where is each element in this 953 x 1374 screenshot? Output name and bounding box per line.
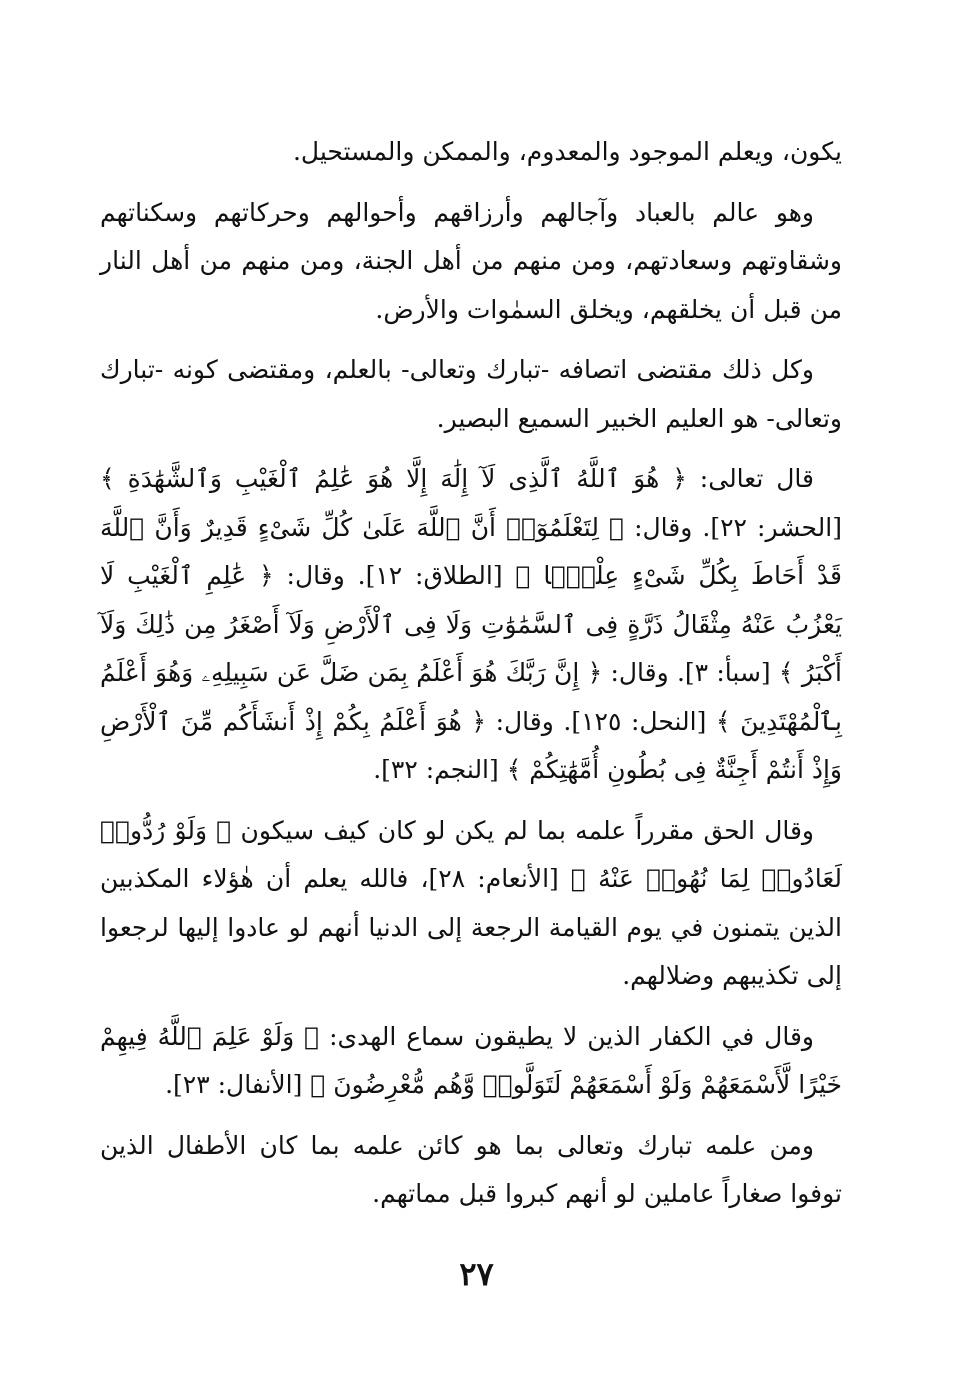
paragraph-3: وكل ذلك مقتضى اتصافه -تبارك وتعالى- بالعلم، ومقتضى كونه -تبارك وتعالى- هو العليم الخبير السميع البصير. bbox=[100, 355, 842, 433]
page-number: ٢٧ bbox=[459, 1255, 494, 1293]
page-body bbox=[100, 128, 842, 1231]
paragraph-2: وهو عالم بالعباد وآجالهم وأرزاقهم وأحوالهم وحركاتهم وسكناتهم وشقاوتهم وسعادتهم، ومن منهم من أهل الجنة، ومن منهم من أهل النار من قبل أن يخلقهم، ويخلق السمٰوات والأرض. bbox=[100, 197, 842, 324]
paragraph-1: يكون، ويعلم الموجود والمعدوم، والممكن والمستحيل. bbox=[292, 137, 842, 166]
paragraph-7: ومن علمه تبارك وتعالى بما هو كائن علمه بما كان الأطفال الذين توفوا صغاراً عاملين لو أنهم كبروا قبل مماتهم. bbox=[100, 1130, 842, 1208]
paragraph-5: وقال الحق مقرراً علمه بما لم يكن لو كان كيف سيكون ﴿ وَلَوْ رُدُّوا۟ لَعَادُوا۟ لِمَا نُهُوا۟ عَنْهُ ﴾ [الأنعام: ٢٨]، فالله يعلم أن هٰؤلاء المكذبين الذين يتمنون في يوم القيامة الرجعة إلى الدنيا أنهم لو عادوا إليها لرجعوا إلى تكذيبهم وضلالهم. bbox=[100, 815, 843, 990]
paragraph-4-quran-verses: قال تعالى: ﴿ هُوَ ٱللَّهُ ٱلَّذِى لَآ إِلَٰهَ إِلَّا هُوَ عَٰلِمُ ٱلْغَيْبِ وَٱلشَّهَٰدَةِ ﴾ [الحشر: ٢٢]. وقال: ﴿ لِتَعْلَمُوٓا۟ أَنَّ ٱللَّهَ عَلَىٰ كُلِّ شَىْءٍ قَدِيرٌ وَأَنَّ ٱللَّهَ قَدْ أَحَاطَ بِكُلِّ شَىْءٍ عِلْمًۢا ﴾ [الطلاق: ١٢]. وقال: ﴿ عَٰلِمِ ٱلْغَيْبِ لَا يَعْزُبُ عَنْهُ مِثْقَالُ ذَرَّةٍ فِى ٱلسَّمَٰوَٰتِ وَلَا فِى ٱلْأَرْضِ وَلَآ أَصْغَرُ مِن ذَٰلِكَ وَلَآ أَكْبَرُ ﴾ [سبأ: ٣]. وقال: ﴿ إِنَّ رَبَّكَ هُوَ أَعْلَمُ بِمَن ضَلَّ عَن سَبِيلِهِۦ وَهُوَ أَعْلَمُ بِٱلْمُهْتَدِينَ ﴾ [النحل: ١٢٥]. وقال: ﴿ هُوَ أَعْلَمُ بِكُمْ إِذْ أَنشَأَكُم مِّنَ ٱلْأَرْضِ وَإِذْ أَنتُمْ أَجِنَّةٌ فِى بُطُونِ أُمَّهَٰتِكُمْ ﴾ [النجم: ٣٢]. bbox=[100, 464, 842, 784]
paragraph-6: وقال في الكفار الذين لا يطيقون سماع الهدى: ﴿ وَلَوْ عَلِمَ ٱللَّهُ فِيهِمْ خَيْرًا لَّأَسْمَعَهُمْ وَلَوْ أَسْمَعَهُمْ لَتَوَلَّوا۟ وَّهُم مُّعْرِضُونَ ﴾ [الأنفال: ٢٣]. bbox=[100, 1021, 842, 1099]
